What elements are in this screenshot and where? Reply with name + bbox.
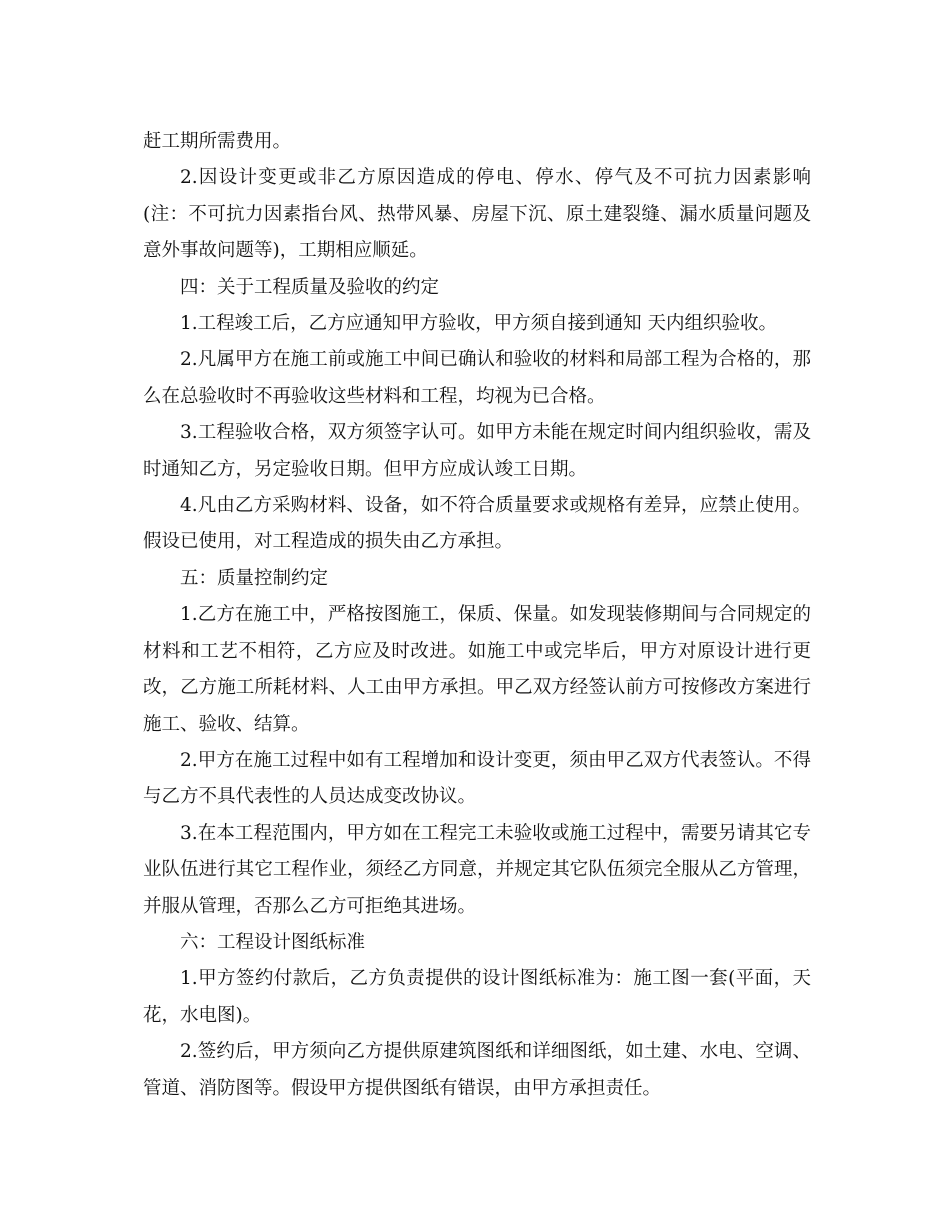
paragraph-item-4-1: 1.工程竣工后，乙方应通知甲方验收，甲方须自接到通知 天内组织验收。 [180, 313, 778, 335]
paragraph-item-5-2: 2.甲方在施工过程中如有工程增加和设计变更，须由甲乙双方代表签认。不得与乙方不具代表性的人员达成变改协议。 [143, 749, 811, 808]
paragraph-item-6-2: 2.签约后，甲方须向乙方提供原建筑图纸和详细图纸，如土建、水电、空调、管道、消防图等。假设甲方提供图纸有错误，由甲方承担责任。 [143, 1041, 811, 1099]
paragraph-item-4-2: 2.凡属甲方在施工前或施工中间已确认和验收的材料和局部工程为合格的，那么在总验收时不再验收这些材料和工程，均视为已合格。 [143, 349, 811, 407]
paragraph-continuation: 赶工期所需费用。 [143, 131, 292, 152]
paragraph-item-6-1: 1.甲方签约付款后，乙方负责提供的设计图纸标准为：施工图一套(平面，天花，水电图)。 [143, 968, 811, 1026]
paragraph-item-3-2: 2.因设计变更或非乙方原因造成的停电、停水、停气及不可抗力因素影响(注：不可抗力因素指台风、热带风暴、房屋下沉、原土建裂缝、漏水质量问题及意外事故问题等)，工期相应顺延。 [143, 167, 811, 262]
document-body [143, 124, 811, 1107]
paragraph-item-4-4: 4.凡由乙方采购材料、设备，如不符合质量要求或规格有差异，应禁止使用。假设已使用，对工程造成的损失由乙方承担。 [143, 495, 811, 553]
section-heading-5: 五：质量控制约定 [180, 567, 329, 589]
paragraph-item-5-1: 1.乙方在施工中，严格按图施工，保质、保量。如发现装修期间与合同规定的材料和工艺不相符，乙方应及时改进。如施工中或完毕后，甲方对原设计进行更改，乙方施工所耗材料、人工由甲方承担。甲乙双方经签认前方可按修改方案进行施工、验收、结算。 [143, 604, 811, 735]
section-heading-6: 六：工程设计图纸标准 [180, 931, 366, 953]
paragraph-item-4-3: 3.工程验收合格，双方须签字认可。如甲方未能在规定时间内组织验收，需及时通知乙方，另定验收日期。但甲方应成认竣工日期。 [143, 422, 811, 480]
paragraph-item-5-3: 3.在本工程范围内，甲方如在工程完工未验收或施工过程中，需要另请其它专业队伍进行其它工程作业，须经乙方同意，并规定其它队伍须完全服从乙方管理，并服从管理，否那么乙方可拒绝其进场。 [143, 822, 811, 917]
section-heading-4: 四：关于工程质量及验收的约定 [180, 276, 440, 298]
